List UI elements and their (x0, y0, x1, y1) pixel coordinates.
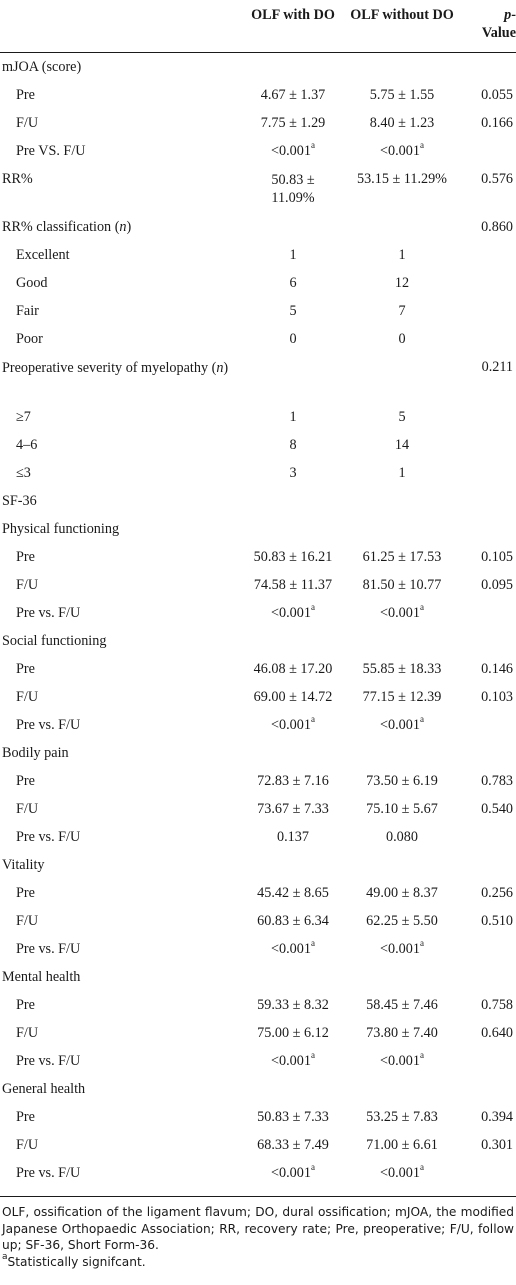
row-section-label: RR% classification (n) (2, 219, 132, 235)
row-label: Pre (16, 885, 35, 901)
row-label: Pre vs. F/U (16, 605, 81, 621)
cell-olf-without-do: 1 (398, 247, 406, 263)
row-label: F/U (16, 913, 39, 929)
row-section-label: Bodily pain (2, 745, 69, 761)
cell-olf-with-do: 5 (289, 303, 297, 319)
row-label: Pre vs. F/U (16, 717, 81, 733)
cell-olf-without-do: 5 (398, 409, 406, 425)
cell-olf-with-do: <0.001$^a$ (271, 938, 315, 957)
cell-olf-with-do: 4.67 ± 1.37 (260, 87, 326, 103)
cell-p-value: 0.105 (481, 549, 513, 565)
row-section-label: General health (2, 1081, 86, 1097)
cell-olf-without-do: 77.15 ± 12.39 (362, 689, 442, 705)
row-label: 4–6 (16, 437, 38, 453)
row-label: Pre (16, 661, 35, 677)
cell-olf-with-do: 74.58 ± 11.37 (253, 577, 333, 593)
bottom-rule (0, 1196, 516, 1197)
cell-olf-with-do: <0.001$^a$ (271, 714, 315, 733)
cell-olf-without-do: 73.50 ± 6.19 (366, 773, 438, 789)
cell-p-value: 0.301 (481, 1137, 513, 1153)
row-label: Pre (16, 1109, 35, 1125)
row-label: F/U (16, 1025, 39, 1041)
cell-olf-without-do: 49.00 ± 8.37 (366, 885, 438, 901)
cell-p-value: 0.166 (481, 115, 513, 131)
row-label: Pre vs. F/U (16, 829, 81, 845)
row-section-label: mJOA (score) (2, 59, 82, 75)
cell-olf-with-do: 45.42 ± 8.65 (257, 885, 329, 901)
cell-p-value: 0.095 (481, 577, 513, 593)
cell-olf-without-do: 53.25 ± 7.83 (366, 1109, 438, 1125)
cell-olf-without-do: 53.15 ± 11.29% (356, 171, 447, 187)
cell-olf-with-do: 1 (289, 247, 297, 263)
cell-olf-with-do: <0.001$^a$ (271, 1050, 315, 1069)
row-section-label: Physical functioning (2, 521, 120, 537)
cell-olf-without-do: 14 (394, 437, 410, 453)
row-label: Pre vs. F/U (16, 941, 81, 957)
row-label: Excellent (16, 247, 70, 263)
cell-olf-without-do: 61.25 ± 17.53 (362, 549, 442, 565)
cell-olf-with-do: 68.33 ± 7.49 (257, 1137, 329, 1153)
cell-olf-without-do: 0.080 (386, 829, 418, 845)
header-rule (0, 52, 516, 53)
cell-olf-with-do: <0.001$^a$ (271, 140, 315, 159)
cell-p-value: 0.540 (481, 801, 513, 817)
row-label: F/U (16, 801, 39, 817)
cell-olf-without-do: <0.001$^a$ (380, 1050, 424, 1069)
row-label: Pre VS. F/U (16, 143, 86, 159)
cell-olf-with-do: 50.83 ± 7.33 (257, 1109, 329, 1125)
cell-olf-without-do: 58.45 ± 7.46 (366, 997, 438, 1013)
cell-p-value: 0.860 (481, 219, 513, 235)
cell-olf-with-do: 0 (289, 331, 297, 347)
row-section-label: SF-36 (2, 493, 37, 509)
row-label: F/U (16, 689, 39, 705)
row-label: Good (16, 275, 48, 291)
cell-p-value: 0.256 (481, 885, 513, 901)
footnote-abbreviations: OLF, ossification of the ligament flavum; DO, dural ossification; mJOA, the modified Japanese Orthopaedic Association; RR, recovery rate; Pre, preoperative; F/U, follow up; SF-36, Short Form-36. (2, 1205, 514, 1252)
header-olf-without-do: OLF without DO (350, 7, 454, 23)
header-olf-with-do: OLF with DO (251, 7, 335, 23)
row-label: F/U (16, 577, 39, 593)
cell-olf-without-do: 8.40 ± 1.23 (369, 115, 435, 131)
cell-olf-without-do: <0.001$^a$ (380, 1162, 424, 1181)
cell-olf-without-do: <0.001$^a$ (380, 714, 424, 733)
cell-p-value: 0.103 (481, 689, 513, 705)
row-label: Pre vs. F/U (16, 1053, 81, 1069)
row-label: ≤3 (16, 465, 31, 481)
cell-olf-with-do: 3 (289, 465, 297, 481)
row-section-label: Preoperative severity of myelopathy (n) (2, 360, 229, 376)
cell-p-value: 0.146 (481, 661, 513, 677)
cell-olf-without-do: 75.10 ± 5.67 (366, 801, 438, 817)
row-label: Pre (16, 549, 35, 565)
cell-olf-without-do: 5.75 ± 1.55 (369, 87, 435, 103)
cell-olf-with-do: 1 (289, 409, 297, 425)
cell-olf-without-do: 0 (398, 331, 406, 347)
cell-olf-with-do: <0.001$^a$ (271, 1162, 315, 1181)
cell-olf-without-do: 73.80 ± 7.40 (366, 1025, 438, 1041)
row-section-label: Mental health (2, 969, 81, 985)
cell-olf-without-do: <0.001$^a$ (380, 140, 424, 159)
cell-p-value: 0.394 (481, 1109, 513, 1125)
cell-p-value: 0.510 (481, 913, 513, 929)
cell-olf-with-do: 60.83 ± 6.34 (257, 913, 329, 929)
cell-olf-with-do: 6 (289, 275, 297, 291)
cell-olf-without-do: <0.001$^a$ (380, 938, 424, 957)
row-label: Pre (16, 773, 35, 789)
cell-p-value: 0.783 (481, 773, 513, 789)
cell-olf-without-do: 81.50 ± 10.77 (362, 577, 442, 593)
cell-olf-without-do: 71.00 ± 6.61 (366, 1137, 438, 1153)
table-header (0, 0, 516, 52)
row-label: Pre vs. F/U (16, 1165, 81, 1181)
cell-olf-without-do: 12 (394, 275, 410, 291)
cell-olf-without-do: 62.25 ± 5.50 (366, 913, 438, 929)
row-section-label: Vitality (2, 857, 45, 873)
cell-olf-with-do: 7.75 ± 1.29 (260, 115, 326, 131)
row-label: Pre (16, 997, 35, 1013)
cell-olf-without-do: 7 (398, 303, 406, 319)
row-label: F/U (16, 1137, 39, 1153)
row-section-label: RR% (2, 171, 33, 187)
cell-olf-with-do: 73.67 ± 7.33 (257, 801, 329, 817)
cell-p-value: 0.211 (481, 359, 513, 375)
row-label: Fair (16, 303, 39, 319)
cell-olf-with-do: 59.33 ± 8.32 (257, 997, 329, 1013)
cell-olf-with-do: 0.137 (277, 829, 309, 845)
row-section-label: Social functioning (2, 633, 107, 649)
cell-olf-without-do: <0.001$^a$ (380, 602, 424, 621)
cell-p-value: 0.055 (481, 87, 513, 103)
row-label: Pre (16, 87, 35, 103)
cell-olf-with-do: 69.00 ± 14.72 (253, 689, 333, 705)
row-label: Poor (16, 331, 43, 347)
cell-olf-with-do: 46.08 ± 17.20 (253, 661, 333, 677)
row-label: ≥7 (16, 409, 31, 425)
cell-olf-with-do: 75.00 ± 6.12 (257, 1025, 329, 1041)
cell-p-value: 0.758 (481, 997, 513, 1013)
footnote-significance: $^a$Statistically signifcant. (2, 1252, 146, 1269)
cell-olf-with-do: <0.001$^a$ (271, 602, 315, 621)
cell-olf-without-do: 55.85 ± 18.33 (362, 661, 442, 677)
cell-olf-with-do: 50.83 ± 16.21 (253, 549, 333, 565)
cell-p-value: 0.576 (481, 171, 513, 187)
table-footnote (2, 1204, 514, 1270)
cell-olf-without-do: 1 (398, 465, 406, 481)
header-p-value: p- Value (481, 7, 516, 41)
cell-olf-with-do: 72.83 ± 7.16 (257, 773, 329, 789)
row-label: F/U (16, 115, 39, 131)
cell-olf-with-do: 8 (289, 437, 297, 453)
cell-olf-with-do: 50.83 ± 11.09% (271, 172, 315, 206)
cell-p-value: 0.640 (481, 1025, 513, 1041)
